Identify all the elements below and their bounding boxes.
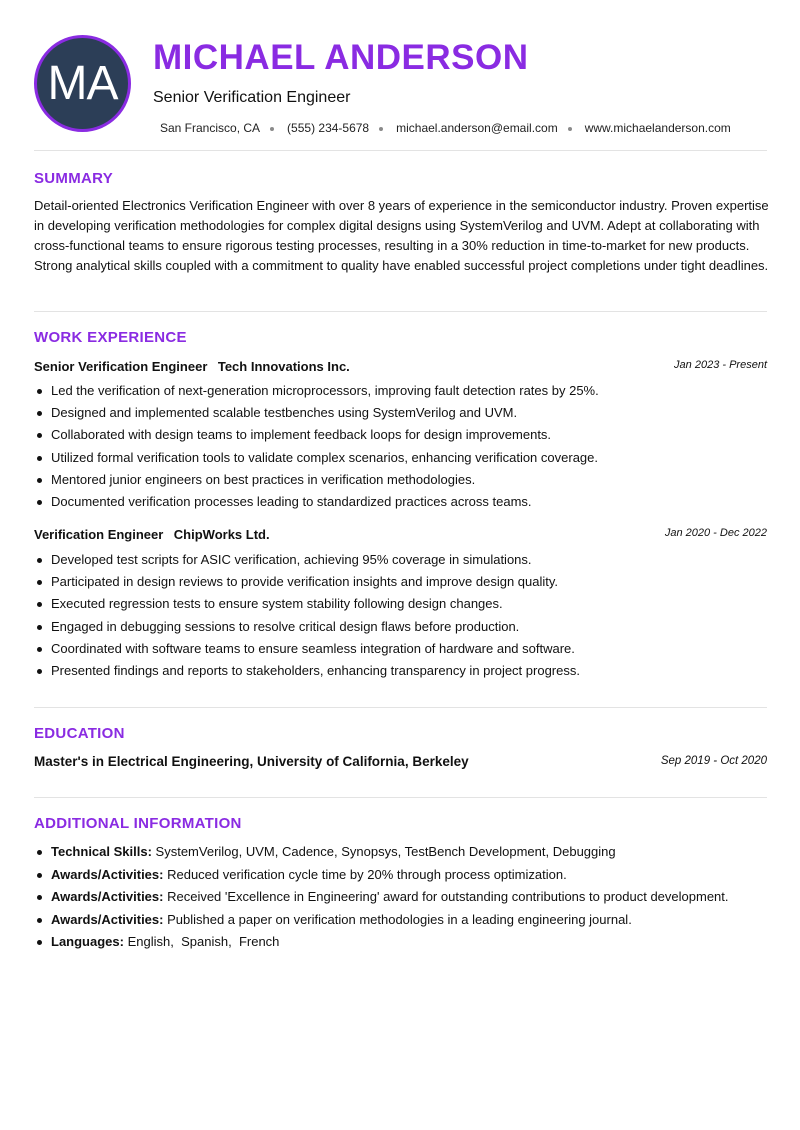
list-item: Mentored junior engineers on best practices in verification methodologies. — [34, 470, 767, 492]
separator: , — [170, 934, 178, 949]
info-value: SystemVerilog, UVM, Cadence, Synopsys, TestBench Development, Debugging — [155, 844, 616, 859]
job-dates: Jan 2020 - Dec 2022 — [664, 527, 767, 539]
education-entry — [34, 753, 767, 771]
job-bullets — [34, 381, 767, 514]
job-company: ChipWorks Ltd. — [173, 527, 270, 542]
job-header — [34, 526, 767, 544]
list-item: Collaborated with design teams to implement feedback loops for design improvements. — [34, 425, 767, 447]
info-label: Awards/Activities: — [51, 911, 164, 927]
contact-location: San Francisco, CA — [160, 121, 261, 135]
language: French — [238, 934, 280, 949]
avatar-initials: MA — [47, 57, 118, 110]
education-heading: EDUCATION — [34, 725, 125, 742]
job-company: Tech Innovations Inc. — [217, 359, 350, 374]
job-bullets — [34, 550, 767, 683]
additional-list — [34, 842, 767, 955]
info-label: Awards/Activities: — [51, 889, 164, 904]
contact-info — [160, 121, 731, 135]
divider — [34, 797, 767, 798]
additional-heading: ADDITIONAL INFORMATION — [34, 815, 242, 832]
separator-dot — [568, 127, 572, 131]
job-dates: Jan 2023 - Present — [674, 359, 767, 371]
contact-website[interactable]: www.michaelanderson.com — [584, 121, 731, 135]
job-role: Verification Engineer — [34, 527, 164, 542]
list-item — [34, 842, 767, 862]
avatar — [34, 35, 131, 132]
divider — [34, 707, 767, 708]
list-item: Designed and implemented scalable testbenches using SystemVerilog and UVM. — [34, 403, 767, 425]
list-item — [34, 887, 767, 907]
education-degree: Master's in Electrical Engineering, University of California, Berkeley — [34, 754, 469, 769]
list-item: Presented findings and reports to stakeholders, enhancing transparency in project progress. — [34, 661, 767, 683]
language: English — [127, 934, 171, 949]
list-item: Developed test scripts for ASIC verification, achieving 95% coverage in simulations. — [34, 550, 767, 572]
contact-email[interactable]: michael.anderson@email.com — [396, 121, 558, 135]
divider — [34, 311, 767, 312]
separator: , — [228, 934, 236, 949]
list-item: Coordinated with software teams to ensure seamless integration of hardware and software. — [34, 639, 767, 661]
separator-dot — [270, 127, 274, 131]
list-item — [34, 910, 767, 930]
candidate-name: MICHAEL ANDERSON — [153, 38, 529, 77]
list-item — [34, 865, 767, 885]
list-item — [34, 932, 767, 952]
info-label: Awards/Activities: — [51, 866, 164, 882]
info-value: Published a paper on verification methodologies in a leading engineering journal. — [167, 911, 632, 927]
info-value: Received 'Excellence in Engineering' award for outstanding contributions to product development. — [167, 889, 729, 904]
list-item: Executed regression tests to ensure system stability following design changes. — [34, 594, 767, 616]
candidate-title: Senior Verification Engineer — [153, 89, 351, 106]
summary-heading: SUMMARY — [34, 170, 114, 187]
list-item: Participated in design reviews to provide verification insights and improve design quality. — [34, 572, 767, 594]
separator-dot — [379, 127, 383, 131]
list-item: Led the verification of next-generation microprocessors, improving fault detection rates by 25%. — [34, 381, 767, 403]
experience-heading: WORK EXPERIENCE — [34, 329, 187, 346]
languages-label: Languages: — [51, 934, 124, 949]
list-item: Utilized formal verification tools to validate complex scenarios, enhancing verification coverage. — [34, 448, 767, 470]
contact-phone[interactable]: (555) 234-5678 — [287, 121, 370, 135]
job-role: Senior Verification Engineer — [34, 359, 208, 374]
education-dates: Sep 2019 - Oct 2020 — [660, 755, 767, 767]
language: Spanish — [181, 934, 229, 949]
job-header — [34, 358, 767, 376]
divider — [34, 150, 767, 151]
info-label: Technical Skills: — [51, 844, 152, 859]
list-item: Documented verification processes leading to standardized practices across teams. — [34, 492, 767, 514]
info-value: Reduced verification cycle time by 20% through process optimization. — [167, 866, 567, 882]
list-item: Engaged in debugging sessions to resolve critical design flaws before production. — [34, 617, 767, 639]
summary-text: Detail-oriented Electronics Verification Engineer with over 8 years of experience in the semiconductor industry. Proven expertise in developing verification methodologies for complex digital designs using SystemVerilog and UVM. Adept at collaborating with cross-functional teams to ensure rigorous testing processes, resulting in a 30% reduction in time-to-market for new products. Strong analytical skills coupled with a commitment to quality have enabled successful project completions under tight deadlines. — [34, 198, 769, 273]
